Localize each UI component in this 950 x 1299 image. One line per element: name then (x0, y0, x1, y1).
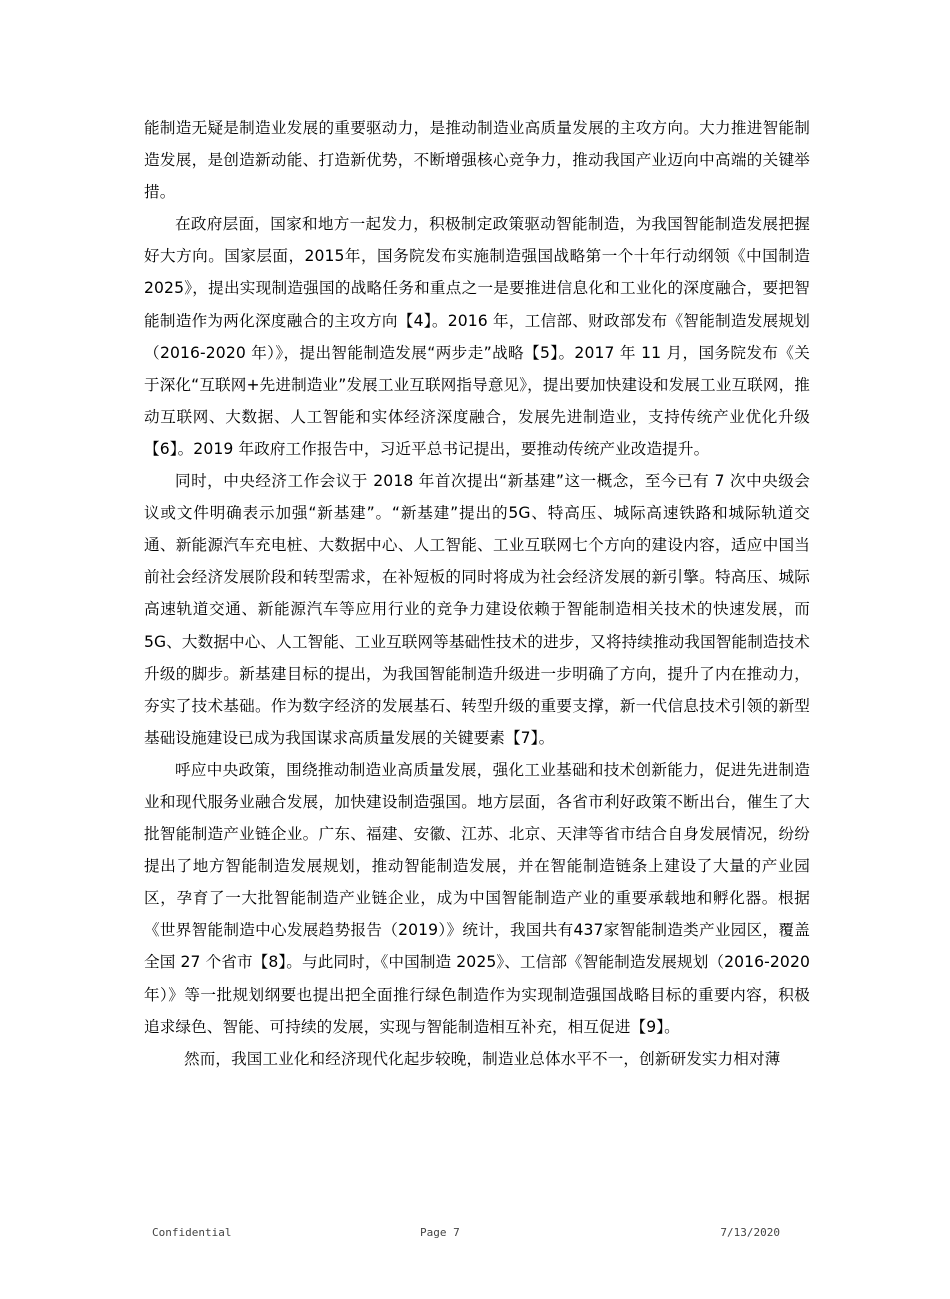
paragraph-however: 然而，我国工业化和经济现代化起步较晚，制造业总体水平不一，创新研发实力相对薄 (184, 1049, 781, 1068)
footer-confidential: Confidential (152, 1226, 232, 1239)
paragraph-government-policy: 在政府层面，国家和地方一起发力，积极制定政策驱动智能制造，为我国智能制造发展把握好大方向。国家层面，2015年，国务院发布实施制造强国战略第一个十年行动纲领《中国制造2025》，提出实现制造强国的战略任务和重点之一是要推进信息化和工业化的深度融合，要把智能制造作为两化深度融合的主攻方向【4】。2016 年，工信部、财政部发布《智能制造发展规划（2016-2020 年）》，提出智能制造发展“两步走”战略【5】。2017 年 11 月，国务院发布《关于深化“互联网+先进制造业”发展工业互联网指导意见》，提出要加快建设和发展工业互联网，推动互联网、大数据、人工智能和实体经济深度融合，发展先进制造业，支持传统产业优化升级【6】。2019 年政府工作报告中，习近平总书记提出，要推动传统产业改造提升。 (144, 215, 810, 458)
paragraph-new-infrastructure: 同时，中央经济工作会议于 2018 年首次提出“新基建”这一概念，至今已有 7 次中央级会议或文件明确表示加强“新基建”。“新基建”提出的5G、特高压、城际高速铁路和城际轨道交通、新能源汽车充电桩、大数据中心、人工智能、工业互联网七个方向的建设内容，适应中国当前社会经济发展阶段和转型需求，在补短板的同时将成为社会经济发展的新引擎。特高压、城际高速轨道交通、新能源汽车等应用行业的竞争力建设依赖于智能制造相关技术的快速发展，而5G、大数据中心、人工智能、工业互联网等基础性技术的进步，又将持续推动我国智能制造技术升级的脚步。新基建目标的提出，为我国智能制造升级进一步明确了方向，提升了内在推动力，夯实了技术基础。作为数字经济的发展基石、转型升级的重要支撑，新一代信息技术引领的新型基础设施建设已成为我国谋求高质量发展的关键要素【7】。 (144, 472, 810, 747)
page-footer (152, 1226, 780, 1242)
document-body (144, 112, 810, 1075)
footer-date: 7/13/2020 (720, 1226, 780, 1239)
paragraph-local-policy: 呼应中央政策，围绕推动制造业高质量发展，强化工业基础和技术创新能力，促进先进制造业和现代服务业融合发展，加快建设制造强国。地方层面，各省市利好政策不断出台，催生了大批智能制造产业链企业。广东、福建、安徽、江苏、北京、天津等省市结合自身发展情况，纷纷提出了地方智能制造发展规划，推动智能制造发展，并在智能制造链条上建设了大量的产业园区，孕育了一大批智能制造产业链企业，成为中国智能制造产业的重要承载地和孵化器。根据《世界智能制造中心发展趋势报告（2019）》统计，我国共有437家智能制造类产业园区，覆盖全国 27 个省市【8】。与此同时，《中国制造 2025》、工信部《智能制造发展规划（2016-2020 年）》等一批规划纲要也提出把全面推行绿色制造作为实现制造强国战略目标的重要内容，积极追求绿色、智能、可持续的发展，实现与智能制造相互补充，相互促进【9】。 (144, 760, 810, 1036)
paragraph-intro-continuation: 能制造无疑是制造业发展的重要驱动力，是推动制造业高质量发展的主攻方向。大力推进智能制造发展，是创造新动能、打造新优势，不断增强核心竞争力，推动我国产业迈向中高端的关键举措。 (144, 119, 810, 202)
footer-page-number: Page 7 (420, 1226, 460, 1239)
